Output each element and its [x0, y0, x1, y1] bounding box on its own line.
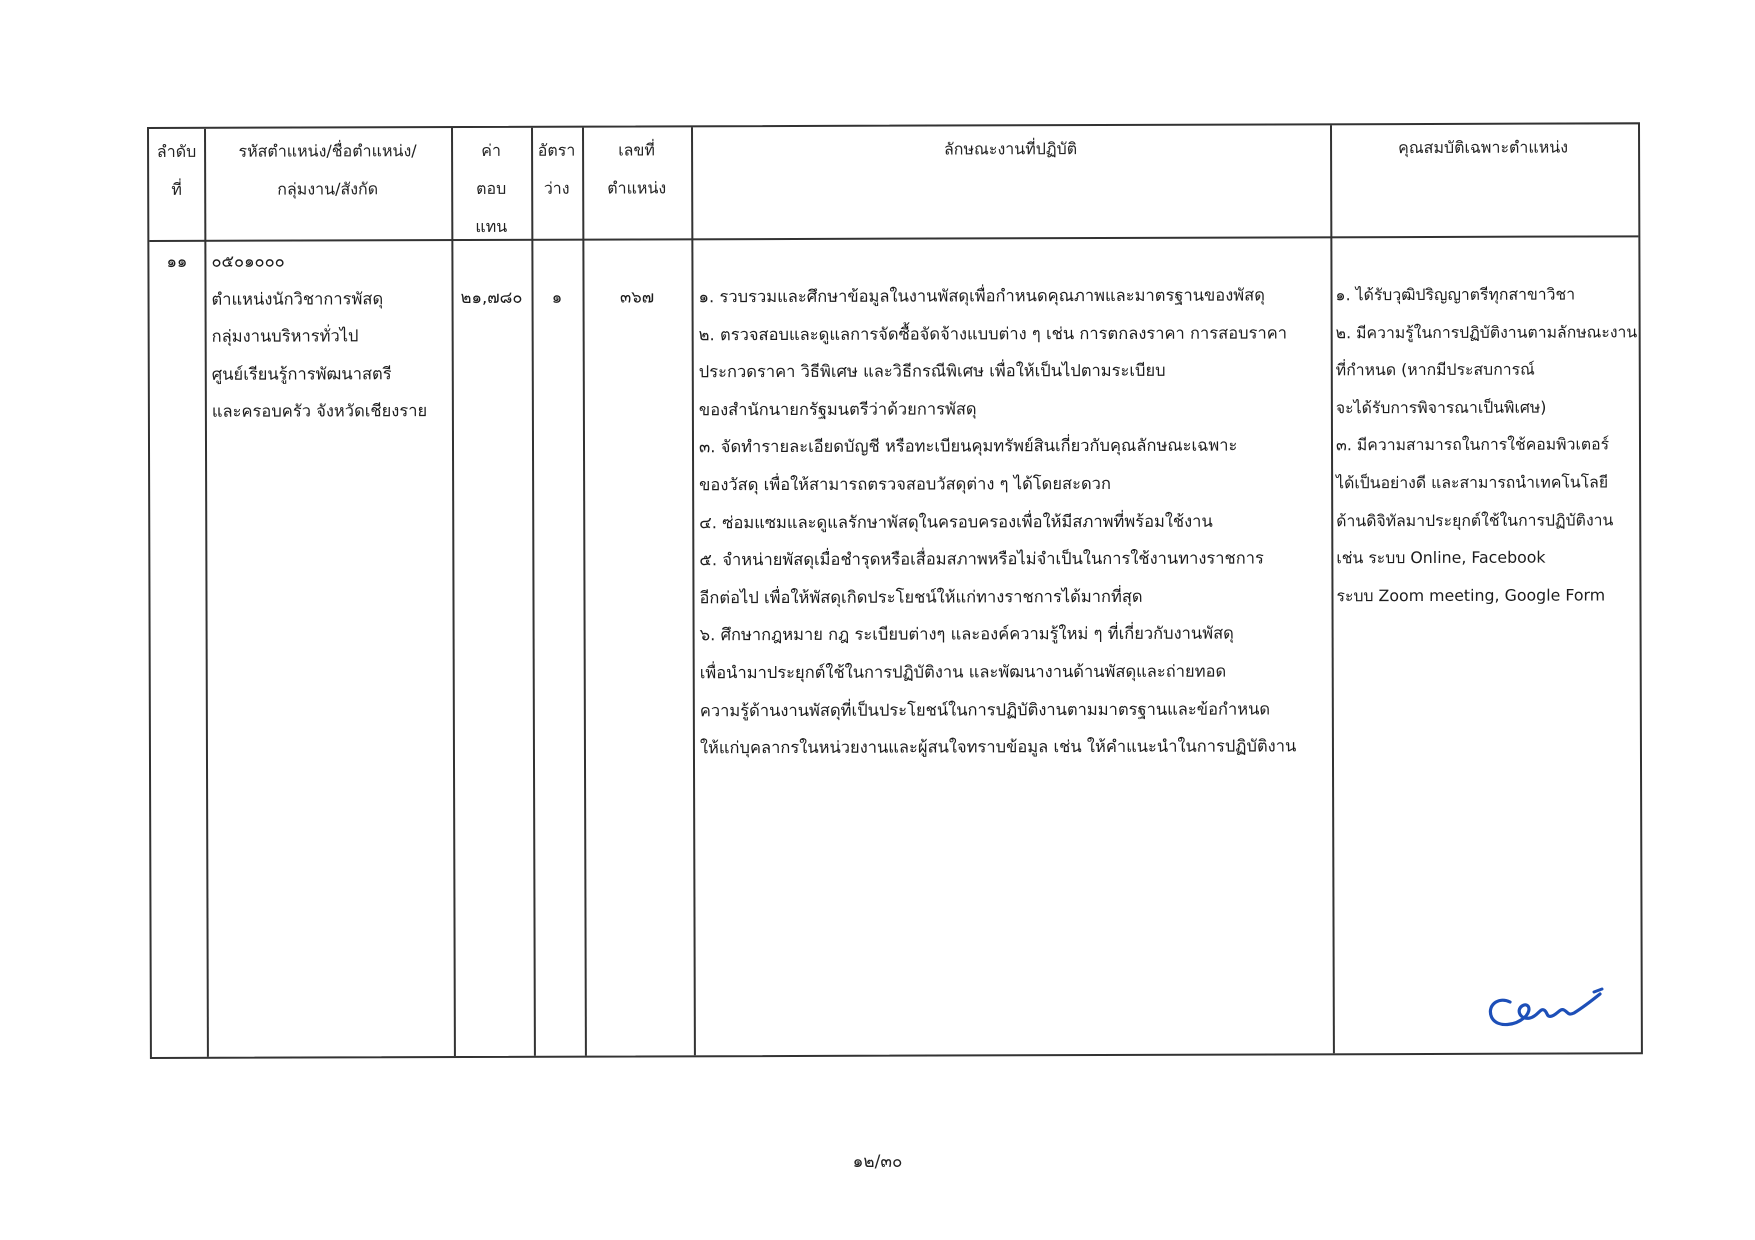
header-text: อัตรา — [537, 140, 576, 160]
header-text: ลักษณะงานที่ปฏิบัติ — [943, 139, 1078, 159]
work-group: กลุ่มงานบริหารทั่วไป — [211, 326, 359, 346]
header-qualifications — [1330, 128, 1636, 167]
header-pay — [451, 132, 531, 246]
column-divider — [451, 128, 456, 1056]
header-text: ว่าง — [543, 178, 570, 198]
header-text: เลขที่ — [618, 140, 655, 160]
header-text: ลำดับ — [156, 141, 197, 161]
header-posno — [582, 131, 691, 207]
header-rate — [531, 132, 582, 208]
header-text: ที่ — [171, 179, 182, 199]
page-number: ๑๒/๓๐ — [852, 1152, 903, 1172]
header-text: ค่า — [481, 140, 501, 160]
qualification-line: ๑. ได้รับวุฒิปริญญาตรีทุกสาขาวิชา — [1335, 284, 1576, 305]
duty-line: เพื่อนำมาประยุกต์ใช้ในการปฏิบัติงาน และพัฒนางานด้านพัสดุและถ่ายทอด — [699, 661, 1227, 683]
qualification-line: ด้านดิจิทัลมาประยุกต์ใช้ในการปฏิบัติงาน — [1336, 509, 1614, 530]
header-text: แทน — [475, 216, 508, 236]
duty-line: ให้แก่บุคลากรในหน่วยงานและผู้สนใจทราบข้อมูล เช่น ให้คำแนะนำในการปฏิบัติงาน — [699, 736, 1297, 758]
duty-line: ๒. ตรวจสอบและดูแลการจัดซื้อจัดจ้างแบบต่าง ๆ เช่น การตกลงราคา การสอบราคา — [698, 323, 1288, 344]
column-divider — [582, 128, 587, 1056]
duty-line: อีกต่อไป เพื่อให้พัสดุเกิดประโยชน์ให้แก่ทางราชการได้มากที่สุด — [699, 586, 1143, 608]
qualification-line: จะได้รับการพิจารณาเป็นพิเศษ) — [1335, 397, 1547, 418]
position-info — [211, 242, 450, 431]
duty-line: ๑. รวบรวมและศึกษาข้อมูลในงานพัสดุเพื่อกำหนดคุณภาพและมาตรฐานของพัสดุ — [698, 285, 1265, 307]
duty-line: ๖. ศึกษากฎหมาย กฎ ระเบียบต่างๆ และองค์ความรู้ใหม่ ๆ ที่เกี่ยวกับงานพัสดุ — [699, 623, 1234, 645]
column-divider — [691, 127, 696, 1055]
position-table — [147, 122, 1643, 1059]
affiliation-line: และครอบครัว จังหวัดเชียงราย — [211, 401, 428, 422]
qualification-line: ที่กำหนด (หากมีประสบการณ์ — [1335, 359, 1535, 380]
qualifications-list — [1335, 275, 1636, 614]
duty-line: ความรู้ด้านงานพัสดุที่เป็นประโยชน์ในการปฏิบัติงานตามมาตรฐานและข้อกำหนด — [699, 699, 1271, 720]
affiliation-line: ศูนย์เรียนรู้การพัฒนาสตรี — [211, 364, 392, 384]
qualification-line: เช่น ระบบ Online, Facebook — [1336, 547, 1546, 568]
compensation-value: ๒๑,๗๘๐ — [460, 287, 523, 308]
qualification-line: ระบบ Zoom meeting, Google Form — [1336, 585, 1606, 606]
header-code — [204, 132, 451, 209]
duty-line: ประกวดราคา วิธีพิเศษ และวิธีกรณีพิเศษ เพื่อให้เป็นไปตามระเบียบ — [698, 360, 1166, 382]
qualification-line: ได้เป็นอย่างดี และสามารถนำเทคโนโลยี — [1336, 472, 1609, 493]
position-number: ๓๖๗ — [619, 287, 655, 307]
position-code: ๐๕๐๑๐๐๐ — [211, 251, 285, 271]
vacancy-count: ๑ — [551, 287, 563, 307]
duty-line: ๓. จัดทำรายละเอียดบัญชี หรือทะเบียนคุมทรัพย์สินเกี่ยวกับคุณลักษณะเฉพาะ — [698, 435, 1238, 457]
qualification-line: ๒. มีความรู้ในการปฏิบัติงานตามลักษณะงาน — [1335, 321, 1638, 342]
header-text: กลุ่มงาน/สังกัด — [277, 179, 379, 199]
column-divider — [531, 128, 536, 1056]
row-seq: ๑๑ — [166, 251, 188, 271]
signature-mark — [1482, 980, 1612, 1036]
column-divider — [1330, 125, 1335, 1053]
position-title: ตำแหน่งนักวิชาการพัสดุ — [211, 288, 384, 309]
header-divider — [149, 235, 1638, 242]
header-duties — [691, 129, 1330, 169]
duties-list — [698, 276, 1328, 767]
qualification-line: ๓. มีความสามารถในการใช้คอมพิวเตอร์ — [1335, 434, 1610, 455]
header-text: ตำแหน่ง — [607, 178, 667, 198]
duty-line: ของสำนักนายกรัฐมนตรีว่าด้วยการพัสดุ — [698, 399, 977, 420]
duty-line: ๔. ซ่อมแซมและดูแลรักษาพัสดุในครอบครองเพื่อให้มีสภาพที่พร้อมใช้งาน — [699, 511, 1213, 532]
header-seq — [149, 133, 204, 209]
header-text: คุณสมบัติเฉพาะตำแหน่ง — [1398, 137, 1569, 158]
duty-line: ของวัสดุ เพื่อให้สามารถตรวจสอบวัสดุต่าง ๆ ได้โดยสะดวก — [699, 473, 1111, 495]
header-text: ตอบ — [476, 178, 507, 198]
header-text: รหัสตำแหน่ง/ชื่อตำแหน่ง/ — [238, 141, 417, 161]
duty-line: ๕. จำหน่ายพัสดุเมื่อชำรุดหรือเสื่อมสภาพหรือไม่จำเป็นในการใช้งานทางราชการ — [699, 548, 1264, 570]
column-divider — [204, 129, 209, 1057]
